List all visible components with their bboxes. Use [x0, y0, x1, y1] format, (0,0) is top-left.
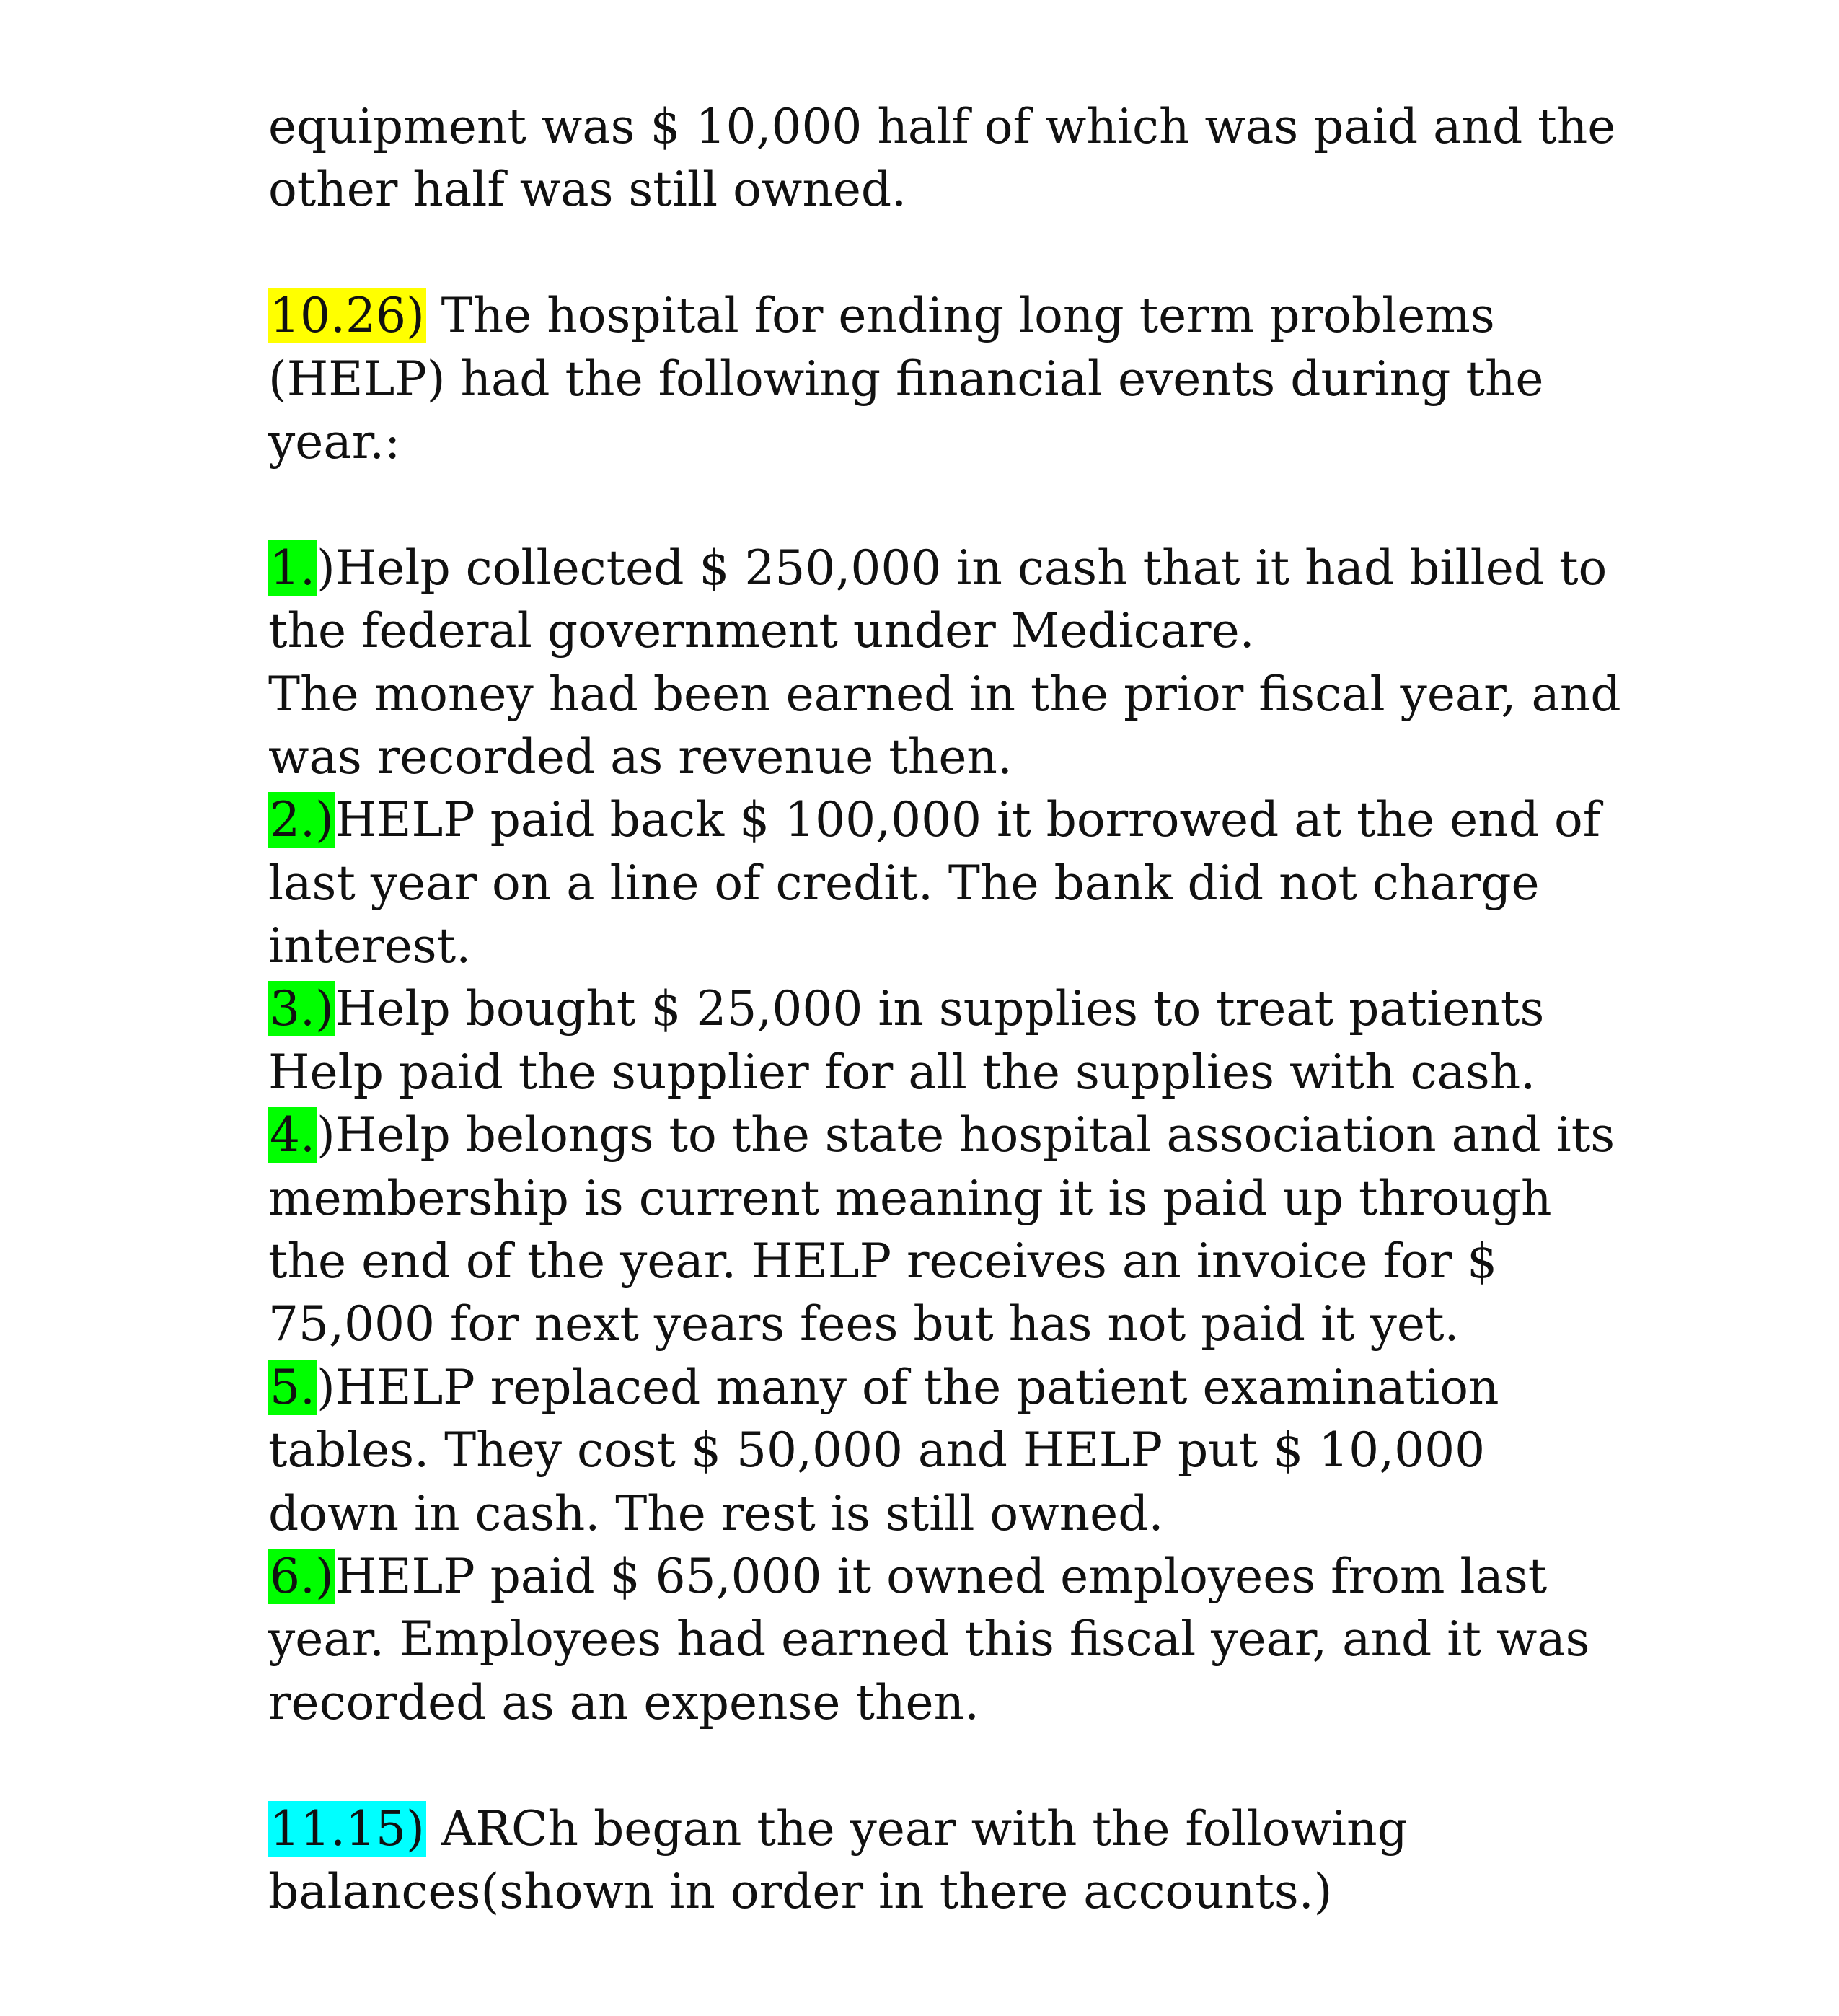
- problem-10-26-line-2: (HELP) had the following financial events during the: [268, 351, 1544, 407]
- item-marker-rest-1: ): [316, 540, 335, 596]
- intro-line-2: other half was still owned.: [268, 162, 907, 218]
- item-4-line: membership is current meaning it is paid up through: [268, 1170, 1552, 1226]
- list-item-2: [268, 788, 1601, 851]
- item-1-line: The money had been earned in the prior fiscal year, and: [268, 666, 1621, 722]
- problem-10-26-heading: [268, 284, 1581, 347]
- item-4-first-line: Help belongs to the state hospital association and its: [335, 1107, 1615, 1163]
- item-5-line: down in cash. The rest is still owned.: [268, 1485, 1164, 1541]
- item-1-first-line: Help collected $ 250,000 in cash that it had billed to: [335, 540, 1608, 596]
- problem-11-15-heading: [268, 1797, 1581, 1860]
- item-marker-3: 3.): [270, 981, 334, 1037]
- item-2-line: interest.: [268, 918, 472, 974]
- problem-10-26-line-1: The hospital for ending long term problems: [425, 288, 1495, 344]
- document-page: [268, 95, 1621, 1923]
- item-1-line: the federal government under Medicare.: [268, 603, 1255, 659]
- item-5-line: tables. They cost $ 50,000 and HELP put $ 10,000: [268, 1422, 1486, 1479]
- item-marker-5: 5.: [270, 1359, 315, 1415]
- paragraph-spacer: [268, 1734, 1581, 1797]
- item-4-line: the end of the year. HELP receives an invoice for $: [268, 1233, 1498, 1290]
- item-marker-4: 4.: [270, 1107, 315, 1163]
- problem-number-10-26: 10.26): [270, 288, 425, 344]
- item-6-first-line: HELP paid $ 65,000 it owned employees from last: [335, 1548, 1548, 1604]
- paragraph-spacer: [268, 221, 1581, 284]
- item-3-line: Help paid the supplier for all the supplies with cash.: [268, 1044, 1536, 1100]
- list-item-4: [268, 1104, 1615, 1166]
- problem-number-11-15: 11.15): [270, 1800, 425, 1857]
- item-6-line: recorded as an expense then.: [268, 1674, 980, 1730]
- intro-line-1: equipment was $ 10,000 half of which was paid and the: [268, 99, 1616, 154]
- item-marker-6: 6.): [270, 1548, 334, 1604]
- list-item-5: [268, 1356, 1581, 1419]
- list-item-1: [268, 537, 1608, 599]
- item-marker-rest-4: ): [316, 1107, 335, 1163]
- item-2-line: last year on a line of credit. The bank did not charge: [268, 855, 1540, 911]
- item-6-line: year. Employees had earned this fiscal year, and it was: [268, 1611, 1590, 1668]
- problem-11-15-line-2: balances(shown in order in there accounts.): [268, 1863, 1333, 1919]
- list-item-3: [268, 977, 1581, 1040]
- item-marker-rest-5: ): [316, 1359, 335, 1415]
- item-1-line: was recorded as revenue then.: [268, 729, 1013, 785]
- item-marker-2: 2.): [270, 792, 334, 848]
- paragraph-spacer: [268, 473, 1581, 536]
- item-5-first-line: HELP replaced many of the patient examination: [335, 1359, 1499, 1415]
- problem-10-26-line-3: year.:: [268, 413, 401, 470]
- list-item-6: [268, 1545, 1581, 1608]
- item-3-first-line: Help bought $ 25,000 in supplies to treat patients: [335, 981, 1545, 1037]
- item-4-line: 75,000 for next years fees but has not paid it yet.: [268, 1296, 1460, 1352]
- item-marker-1: 1.: [270, 540, 315, 596]
- problem-11-15-line-1: ARCh began the year with the following: [425, 1800, 1408, 1857]
- item-2-first-line: HELP paid back $ 100,000 it borrowed at the end of: [335, 792, 1601, 848]
